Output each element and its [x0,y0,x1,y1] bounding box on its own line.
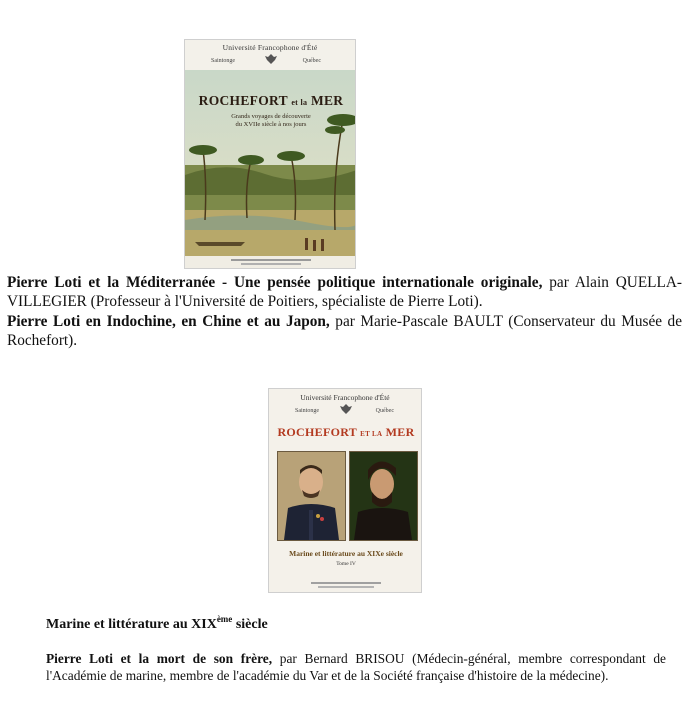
crest-icon [265,54,277,64]
cover-footer-imprint [269,582,422,588]
entry-author: par Marie-Pascale BAULT (Conservateur du Musée de Rochefort). [7,313,682,349]
crest-icon [340,404,352,414]
entry-loti-mediterranee [7,273,682,311]
entry-loti-indochine [7,312,682,350]
entry-loti-mort-frere [46,650,666,684]
cover-header [185,40,355,70]
entry-title: Pierre Loti et la Méditerranée - Une pensée politique internationale originale, [7,274,543,291]
cover-title: ROCHEFORT ET LA MER [277,425,415,439]
caption-marine-litterature: Marine et littérature au XIXème siècle [46,614,268,632]
cover-subtitle: Marine et littérature au XIXe siècle [289,549,403,558]
cover-tome: Tome IV [336,561,356,567]
cover-location-left: Saintonge [295,408,319,414]
entry-title: Pierre Loti et la mort de son frère, [46,651,273,666]
entry-author: par Bernard BRISOU (Médecin-général, membre correspondant de l'Académie de marine, membre de l'académie du Var et de la Société française d'histoire de la médecine). [46,651,666,683]
entry-author: par Alain QUELLA-VILLEGIER (Professeur à l'Université de Poitiers, spécialiste de Pierre Loti). [7,274,682,310]
entry-title: Pierre Loti en Indochine, en Chine et au Japon, [7,313,330,330]
cover-title: ROCHEFORT et la MER [198,93,344,108]
cover-university: Université Francophone d'Été [300,393,390,402]
cover-location-right: Québec [302,58,321,64]
portrait-naval-officer [277,451,346,541]
cover-location-left: Saintonge [211,58,235,64]
cover-footer-imprint [185,256,356,268]
portrait-man [349,451,418,541]
book-cover-rochefort-mer-voyages [184,39,356,269]
book-cover-marine-litterature [268,388,422,593]
cover-university: Université Francophone d'Été [222,43,318,52]
cover-subtitle: Grands voyages de découverte du XVIIe siècle à nos jours [231,113,311,128]
cover-location-right: Québec [375,408,394,414]
